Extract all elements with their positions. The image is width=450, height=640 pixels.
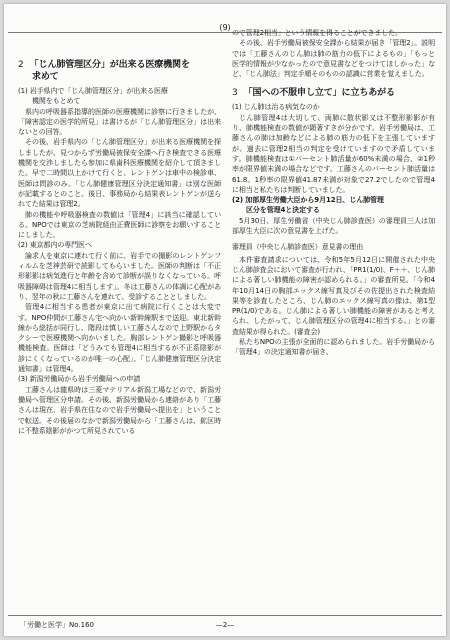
footer-rule: [8, 615, 442, 616]
paragraph: 論求人を東京に連れて行く前に、岩手での撮影のレントゲンフィルムを芝神芸研で読影してもらいました。医師の判断は「不正形影影は病気進行と年齢を含めて診断が誤りなくなっている。呼吸器障碍は管理4に相当します」。冬は工藤さんの体調に心配があり、翌年の秋に工藤さんを連れて、受診することとしました。: [18, 251, 221, 301]
subsection-3-2-cont: 区分を管理4と決定する: [246, 206, 320, 215]
paragraph: 本件審査請求については、令和5年5月12日に開催された中央じん肺診査会において審査が行われ、「PR1(1/0)、F＋＋、じん肺による著しい肺機能の障害が認められる。」の審査所見。「今和4年10月14日の胸部エックス線写真及びその佐提出された検査結果等を診査したところ、じん肺のエックス線写真の像は、第1型PR(1/0)である。じん肺による著しい肺機能の障害があると考えられ、したがって、じん肺管理区分の管理4に相当する。」との審査結果が得られた。(審査会): [232, 255, 435, 336]
page-marker: (9): [219, 23, 231, 32]
paragraph: 管理4に相当する患者が東京に出て病院に行くことは大変です。NPO仲間が工藤さん宅へ向かい新幹線駅まで送迎。東北新幹線から総括が同行し、階段は慎しい工藤さんなので上野駅からタクシーで医療機関へ向かいました。胸部レントゲン撮影と呼吸器機能検査。医師は「どうみても管理4に相当するが不正系陰影が診にくくなっているのが唯一の心配」、「じん肺健康管理区分決定通知書」は管理4。: [18, 303, 221, 374]
paragraph: 私たちNPOの主張が全面的に認められました。岩手労働局から「管理4」の決定通知書が届き、: [232, 338, 435, 357]
paragraph: じん肺管理4は大切して、両肺に散状影又は不整形影影が有り、肺機能検査の数値が顕著すきが分かです。岩手労働局は、工藤さんの肺は加齢などによる肺の筋力の低下を主張していますが、過去に管理2相当の判定を受けていますので矛盾しています。肺機能検査は①パーセント肺活量が60%未満の場合、②1秒率が限界値未満の場合などです。工藤さんのパーセント肺活量は61.8。1秒率の限界値41.87未満が対象で27.2でしたので管理4に相当と私たちは判断していました。: [232, 113, 435, 194]
document-page: [4, 4, 446, 636]
left-column: [18, 59, 221, 436]
subsection-2-1-cont: 機関をもとめて: [32, 97, 81, 106]
section-2-heading: 2 「じん肺管理区分」が出来る医療機関を 求めて: [18, 60, 190, 82]
paragraph: 工藤さんは龍県時は三菱マテリアル新潟工場などので、新潟労働局へ管理区分申請。その後、新潟労働局から連絡があり「工藤さんは現在、岩手県在住なので岩手労働局へ提出を」ということで転送。その後届のなかで新潟労働局から「工藤さんは、鉱区時に不整系陰影がかつて所見されている: [18, 385, 221, 435]
paragraph: 肺の機能や呼吸器検査の数値は「管理4」に該当に確認している。NPOでは東京の芝病院経由正費医師に診察をお願いすることにしました。: [18, 210, 221, 240]
subsection-2-2: (2) 東京都内の専門医へ: [18, 241, 92, 250]
right-column: [232, 28, 435, 358]
subsection-2-3: (3) 新潟労働局から岩手労働局への申請: [18, 375, 141, 384]
section-3-heading: 3 「国への不服申し立て」に立ちあがる: [232, 88, 395, 99]
subsection-3-2: (2) 加部厚生労働大臣から9月12日、じん肺管理: [232, 196, 384, 205]
paragraph: 5月30日、厚生労働省（中央じん肺診査医）の審理員三人は加部厚生大臣に次の意見書を上げた。: [232, 216, 435, 236]
subsection-2-1: (1) 岩手県内で「じん肺管理区分」が出来る医療: [18, 87, 168, 95]
paragraph: 県内の呼吸器系指導的医師の医療機関に診察に行きましたが、「障害認定の医学的所見」は書けるが「じん肺管理区分」は出来ないとの回答。: [18, 107, 221, 137]
subsection-3-1: (1) じん肺は治る病気なのか: [232, 103, 320, 112]
paragraph: その後、岩手県内の「じん肺管理区分」が出来る医療機関を探しましたが、見つからず労働局被保安全課へ行き検査できる医療機関を交渉しましたら参加に県歯科医療機関を紹介して頂きました。早で二時間以上かけて行くと、レントゲンは車中の検診車、医師は問診のみ。「じん肺健康管理区分決定通知書」は別な医師が記載するとのこと。後日、事務局から結果表レントゲンが送られてた結果は管理2。: [18, 138, 221, 209]
paragraph: ので管理2相当」という情報を得ることができました。: [232, 29, 402, 37]
notice-title: 審理員（中央じん肺診査医）意見書の理由: [232, 243, 364, 252]
page-number: —2—: [215, 621, 235, 629]
paragraph: その後、岩手労働局被保安全課から結果が届き「管理2」。説明では「工藤さんのじん肺は肺の筋力の低下によるもの」「もっと医学的情報が少なかったので意見書などをつけてほしかった」など、「じん肺法」判定手順そのものの認識に営業を覚えました。: [232, 39, 435, 79]
journal-footer: 「労働と医学」No.160: [20, 621, 94, 629]
